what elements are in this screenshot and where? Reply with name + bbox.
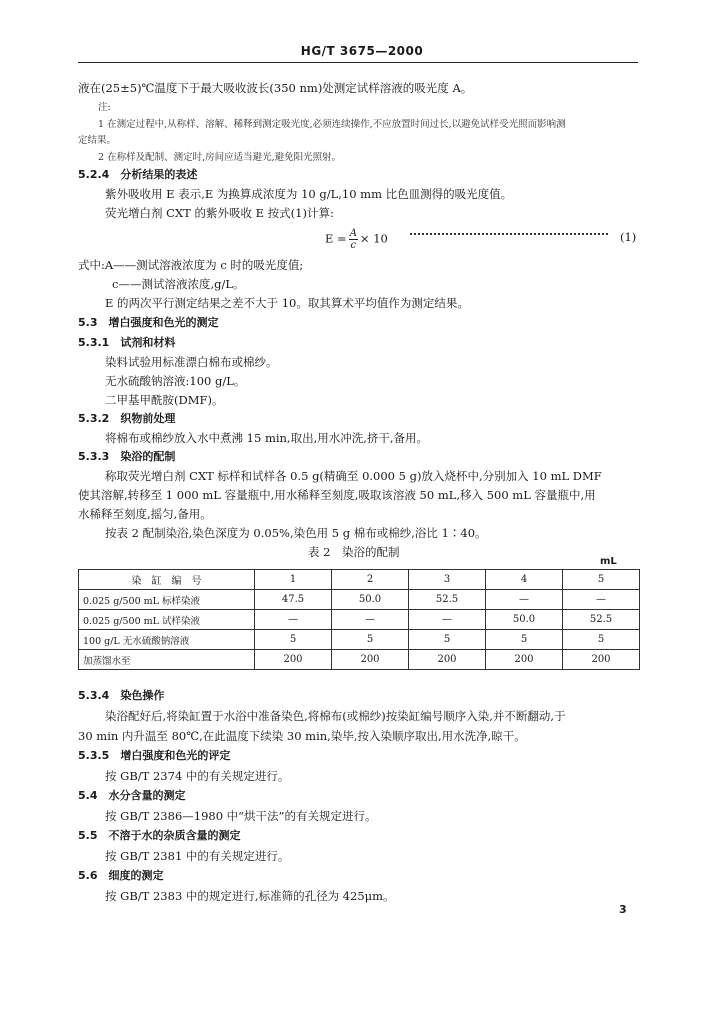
section-heading: 5.5 不溶于水的杂质含量的测定 — [78, 829, 241, 842]
note-label: 注: — [98, 102, 111, 113]
table-row-label: 0.025 g/500 mL 试样染液 — [79, 610, 255, 630]
note-text: 2 在称样及配制、测定时,房间应适当避光,避免阳光照射。 — [98, 152, 342, 163]
table-cell: — — [486, 590, 563, 610]
standard-code-header: HG/T 3675—2000 — [300, 44, 424, 58]
table-row-label: 加蒸馏水至 — [79, 650, 255, 670]
text-line: 按 GB/T 2383 中的规定进行,标准筛的孔径为 425μm。 — [105, 889, 395, 903]
text-line: 30 min 内升温至 80℃,在此温度下续染 30 min,染毕,按入染顺序取出,用水洗净,晾干。 — [78, 729, 526, 743]
table-header-row — [79, 570, 640, 590]
table-unit: mL — [600, 556, 617, 567]
text-line: 将棉布或棉纱放入水中煮沸 15 min,取出,用水冲洗,挤干,备用。 — [105, 431, 429, 445]
text-line: 水稀释至刻度,摇匀,备用。 — [78, 507, 212, 521]
text-line: 二甲基甲酰胺(DMF)。 — [105, 393, 224, 407]
text-line: 称取荧光增白剂 CXT 标样和试样各 0.5 g(精确至 0.000 5 g)放入烧杯中,分别加入 10 mL DMF — [105, 469, 602, 483]
text-line: 式中:A——测试溶液浓度为 c 时的吸光度值; — [78, 258, 304, 272]
table-row — [79, 590, 640, 610]
table-cell: 5 — [332, 630, 409, 650]
text-line: 按 GB/T 2374 中的有关规定进行。 — [105, 769, 290, 783]
section-heading: 5.3.1 试剂和材料 — [78, 336, 176, 349]
table-cell: 50.0 — [486, 610, 563, 630]
table-header-cell: 4 — [486, 570, 563, 590]
table-cell: 200 — [563, 650, 640, 670]
section-heading: 5.4 水分含量的测定 — [78, 789, 186, 802]
table-cell: 52.5 — [563, 610, 640, 630]
table-caption: 表 2 染浴的配制 — [308, 545, 400, 559]
formula-numerator: A — [349, 228, 357, 239]
table-header-cell: 2 — [332, 570, 409, 590]
section-heading: 5.6 细度的测定 — [78, 869, 164, 882]
table-cell: — — [332, 610, 409, 630]
text-line: 荧光增白剂 CXT 的紫外吸收 E 按式(1)计算: — [105, 206, 334, 220]
note-text: 1 在测定过程中,从称样、溶解、稀释到测定吸光度,必须连续操作,不应放置时间过长,以避免试样受光照而影响测 — [98, 119, 566, 130]
text-line: c——测试溶液浓度,g/L。 — [112, 277, 245, 291]
table-cell: 5 — [255, 630, 332, 650]
text-line: 液在(25±5)℃温度下于最大吸收波长(350 nm)处测定试样溶液的吸光度 A。 — [78, 81, 473, 95]
table-cell: 5 — [563, 630, 640, 650]
note-text: 定结果。 — [78, 135, 117, 146]
table-cell: 200 — [409, 650, 486, 670]
text-line: 紫外吸收用 E 表示,E 为换算成浓度为 10 g/L,10 mm 比色皿测得的吸光度值。 — [105, 187, 513, 201]
table-row — [79, 610, 640, 630]
formula-fraction — [349, 228, 358, 251]
table-row-label: 0.025 g/500 mL 标样染液 — [79, 590, 255, 610]
section-heading: 5.3 增白强度和色光的测定 — [78, 316, 219, 329]
table-cell: 50.0 — [332, 590, 409, 610]
text-line: 使其溶解,转移至 1 000 mL 容量瓶中,用水稀释至刻度,吸取该溶液 50 mL,移入 500 mL 容量瓶中,用 — [78, 488, 596, 502]
table-cell: 5 — [486, 630, 563, 650]
text-line: 染浴配好后,将染缸置于水浴中准备染色,将棉布(或棉纱)按染缸编号顺序入染,并不断翻动,于 — [105, 709, 566, 723]
table-header-cell: 5 — [563, 570, 640, 590]
table-cell: 52.5 — [409, 590, 486, 610]
header-rule — [78, 62, 638, 63]
section-heading: 5.3.4 染色操作 — [78, 689, 165, 702]
table-cell: 5 — [409, 630, 486, 650]
table-cell: — — [255, 610, 332, 630]
table-row-label: 100 g/L 无水硫酸钠溶液 — [79, 630, 255, 650]
table-cell: — — [563, 590, 640, 610]
formula-denominator: c — [350, 240, 357, 251]
text-line: 按 GB/T 2381 中的有关规定进行。 — [105, 849, 290, 863]
dye-bath-table — [78, 569, 640, 670]
formula-leader-dots — [410, 233, 608, 235]
formula-lhs: E = — [325, 231, 347, 246]
section-heading: 5.3.2 织物前处理 — [78, 412, 176, 425]
text-line: 按表 2 配制染浴,染色深度为 0.05%,染色用 5 g 棉布或棉纱,浴比 1∶40。 — [105, 526, 487, 540]
formula-e — [325, 228, 388, 251]
formula-rhs: × 10 — [359, 231, 388, 246]
page-number: 3 — [619, 903, 627, 916]
table-row — [79, 630, 640, 650]
equation-number: (1) — [620, 230, 637, 244]
table-cell: 47.5 — [255, 590, 332, 610]
section-heading: 5.3.5 增白强度和色光的评定 — [78, 749, 231, 762]
table-header-cell: 1 — [255, 570, 332, 590]
table-header-cell: 3 — [409, 570, 486, 590]
text-line: E 的两次平行测定结果之差不大于 10。取其算术平均值作为测定结果。 — [105, 296, 469, 310]
section-heading: 5.2.4 分析结果的表述 — [78, 168, 198, 181]
table-row — [79, 650, 640, 670]
table-header-cell: 染 缸 编 号 — [79, 570, 255, 590]
table-cell: 200 — [332, 650, 409, 670]
text-line: 染料试验用标准漂白棉布或棉纱。 — [105, 355, 278, 369]
table-cell: 200 — [486, 650, 563, 670]
section-heading: 5.3.3 染浴的配制 — [78, 450, 176, 463]
text-line: 无水硫酸钠溶液:100 g/L。 — [105, 374, 246, 388]
text-line: 按 GB/T 2386—1980 中“烘干法”的有关规定进行。 — [105, 809, 377, 823]
table-cell: — — [409, 610, 486, 630]
table-cell: 200 — [255, 650, 332, 670]
